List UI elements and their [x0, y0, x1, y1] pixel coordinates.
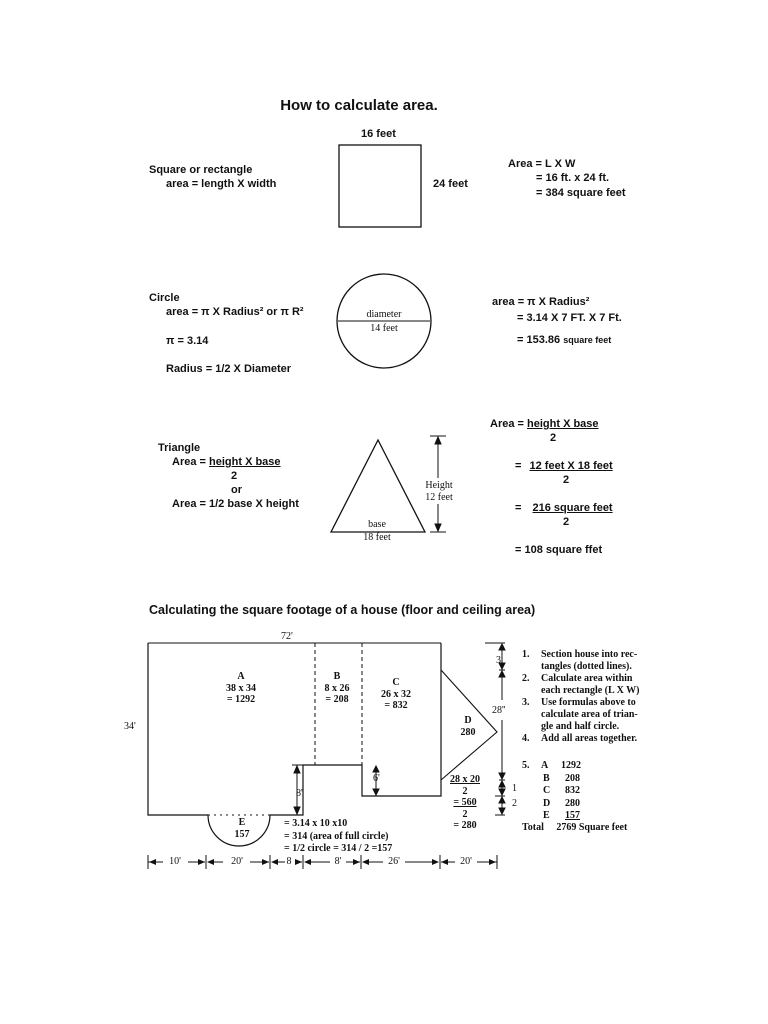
tri-calc-5: = 280	[453, 820, 477, 831]
sum-row-e-value: 157	[565, 810, 580, 821]
dim-6: 6'	[373, 773, 380, 784]
circle-e-calc	[284, 818, 392, 856]
section-e	[222, 817, 262, 840]
sum-total-label: Total	[522, 822, 544, 833]
section-a	[196, 671, 286, 706]
house-heading: Calculating the square footage of a house (floor and ceiling area)	[149, 603, 536, 617]
dim-28: 28''	[492, 705, 506, 716]
circle-formula: area = π X Radius² or π R²	[166, 306, 304, 318]
circle-calc3-value: = 153.86	[517, 334, 561, 346]
section-b	[312, 671, 362, 706]
bottom-dim-5: 26'	[388, 856, 400, 867]
steps-list	[522, 649, 640, 745]
section-a-dims: 38 x 34	[226, 682, 256, 694]
circ-calc-3: = 1/2 circle = 314 / 2 =157	[284, 843, 393, 854]
section-c-area: = 832	[384, 700, 408, 711]
step-2-line-2: each rectangle (L X W)	[541, 685, 640, 696]
sum-row-b	[541, 773, 581, 786]
sum-table	[541, 760, 581, 823]
diameter-value: 14 feet	[370, 323, 398, 334]
sum-row-b-value: 208	[565, 772, 580, 784]
tri-calc-3: = 560	[453, 797, 477, 808]
bottom-dim-1: 10'	[169, 856, 181, 867]
triangle-calc2-den: 2	[563, 474, 570, 486]
step-4-num: 4.	[522, 733, 530, 744]
step-2-num: 2.	[522, 673, 530, 684]
step-4-line-1: Add all areas together.	[541, 733, 638, 744]
sum-row-d	[541, 798, 581, 811]
sum-row-a-value: 1292	[561, 760, 581, 771]
step-1-num: 1.	[522, 649, 530, 660]
dim-8: 8'	[296, 788, 303, 799]
step-1-line-1: Section house into rec-	[541, 649, 638, 660]
sum-number: 5.	[522, 760, 530, 771]
sum-row-a	[541, 760, 581, 773]
sum-row-e-label: E	[543, 810, 550, 821]
section-a-area: = 1292	[226, 694, 256, 705]
sum-row-d-label: D	[543, 797, 551, 809]
sum-row-c	[541, 785, 581, 798]
triangle-formula	[172, 456, 281, 469]
rect-calc1: Area = L X W	[508, 158, 576, 170]
step-3-line-1: Use formulas above to	[541, 697, 636, 708]
diameter-label: diameter	[366, 309, 402, 320]
sum-row-c-label: C	[543, 785, 551, 796]
bottom-dim-2: 20'	[231, 856, 243, 867]
triangle-calc1-den: 2	[550, 432, 557, 444]
sum-row-b-label: B	[543, 772, 550, 784]
step-3	[522, 697, 640, 709]
section-c-dims: 26 x 32	[381, 688, 411, 700]
triangle-or: or	[231, 484, 242, 496]
sum-total-value: 2769 Square feet	[556, 822, 628, 833]
triangle-d-calc	[440, 774, 490, 832]
section-d-name: D	[464, 715, 472, 726]
triangle-calc3-num: 216 square feet	[532, 502, 613, 514]
section-d-area: 280	[460, 726, 476, 738]
dim-3: 3'	[496, 655, 503, 666]
dim-2: 2	[512, 798, 517, 809]
step-1	[522, 649, 640, 661]
circle-calc3	[517, 334, 611, 347]
circ-calc-2: = 314 (area of full circle)	[284, 830, 389, 842]
sum-row-c-value: 832	[565, 785, 580, 796]
triangle-formula-lhs: Area =	[172, 456, 206, 468]
step-2-line-1: Calculate area within	[541, 673, 633, 684]
sum-row-e	[541, 810, 581, 823]
circle-calc3-unit: square feet	[563, 335, 612, 345]
circle-calc2: = 3.14 X 7 FT. X 7 Ft.	[517, 312, 622, 324]
bottom-dim-3: 8	[286, 856, 292, 867]
bottom-dim-6: 20'	[460, 856, 472, 867]
circ-calc-1: = 3.14 x 10 x10	[284, 818, 348, 829]
step-3-line-2: calculate area of trian-	[541, 709, 638, 720]
triangle-name: Triangle	[158, 442, 201, 454]
circle-pi: π = 3.14	[166, 335, 209, 347]
rect-top-label: 16 feet	[361, 128, 396, 140]
triangle-calc3-den: 2	[563, 516, 570, 528]
section-d	[450, 715, 486, 738]
sum-row-d-value: 280	[565, 797, 580, 809]
triangle-calc4: = 108 square ffet	[515, 544, 603, 556]
section-a-name: A	[237, 671, 245, 682]
step-1-line-2: tangles (dotted lines).	[541, 661, 632, 672]
triangle-calc3	[515, 502, 613, 515]
bottom-dim-4: 8'	[334, 856, 342, 867]
section-c-name: C	[392, 677, 400, 688]
triangle-calc2-num: 12 feet X 18 feet	[529, 460, 613, 472]
section-e-name: E	[238, 817, 246, 828]
rect-name: Square or rectangle	[149, 164, 253, 176]
step-3-line-3: gle and half circle.	[541, 721, 620, 732]
triangle-formula-den: 2	[231, 470, 238, 482]
dim-1: 1	[512, 783, 517, 794]
sum-row-a-label: A	[541, 760, 549, 771]
rect-calc2: = 16 ft. x 24 ft.	[536, 172, 610, 184]
circle-radius: Radius = 1/2 X Diameter	[166, 363, 292, 375]
step-3-num: 3.	[522, 697, 530, 708]
rect-side-label: 24 feet	[433, 178, 468, 190]
triangle-calc3-eq: =	[515, 502, 522, 514]
triangle-calc2	[515, 460, 613, 473]
height-label: Height	[425, 480, 453, 491]
triangle-formula-num: height X base	[209, 456, 281, 468]
triangle-calc1-lhs: Area =	[490, 418, 524, 430]
page-title: How to calculate area.	[280, 97, 438, 114]
section-b-name: B	[333, 671, 341, 682]
section-b-dims: 8 x 26	[324, 682, 350, 694]
tri-calc-4: 2	[462, 808, 468, 820]
tri-calc-2: 2	[462, 785, 468, 797]
section-c	[366, 677, 426, 712]
triangle-calc1-num: height X base	[527, 418, 599, 430]
tri-calc-1: 28 x 20	[450, 774, 480, 785]
circle-calc1: area = π X Radius²	[492, 296, 590, 308]
house-top-dim: 72'	[281, 631, 293, 642]
rect-calc3: = 384 square feet	[536, 187, 626, 199]
triangle-formula2: Area = 1/2 base X height	[172, 498, 299, 510]
circle-name: Circle	[149, 292, 180, 304]
step-2	[522, 673, 640, 685]
step-4	[522, 733, 640, 745]
triangle-calc2-eq: =	[515, 460, 522, 472]
triangle-calc1	[490, 418, 599, 431]
rectangle-shape	[339, 145, 421, 227]
section-b-area: = 208	[325, 694, 349, 705]
height-value: 12 feet	[425, 492, 453, 503]
sum-total	[522, 822, 627, 834]
base-label: base	[368, 519, 386, 530]
base-value: 18 feet	[363, 532, 391, 543]
section-e-area: 157	[234, 828, 250, 840]
rect-formula: area = length X width	[166, 178, 277, 190]
house-left-dim: 34'	[124, 721, 136, 732]
